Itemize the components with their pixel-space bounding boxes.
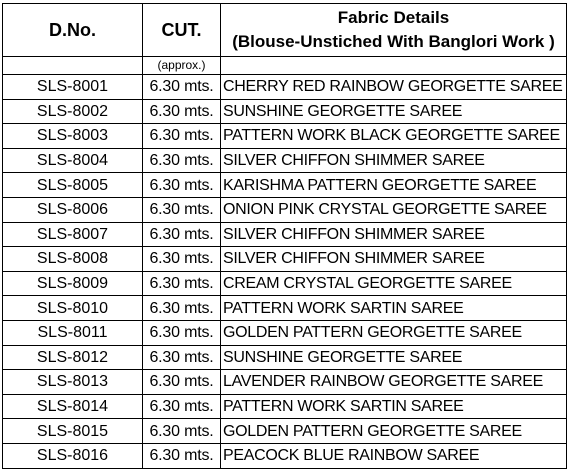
table-row <box>3 271 567 296</box>
table-row <box>3 75 567 100</box>
fabric-description: PATTERN WORK BLACK GEORGETTE SAREE <box>221 124 567 149</box>
table-row <box>3 296 567 321</box>
design-number: SLS-8015 <box>3 419 143 444</box>
design-number: SLS-8013 <box>3 370 143 395</box>
table-row <box>3 173 567 198</box>
design-number: SLS-8001 <box>3 75 143 100</box>
header-details-subtitle: (Blouse-Unstiched With Banglori Work ) <box>232 32 555 51</box>
design-number: SLS-8010 <box>3 296 143 321</box>
subheader-details-empty <box>221 57 567 75</box>
cut-length: 6.30 mts. <box>143 75 221 100</box>
fabric-description: SILVER CHIFFON SHIMMER SAREE <box>221 148 567 173</box>
design-number: SLS-8006 <box>3 197 143 222</box>
fabric-description: KARISHMA PATTERN GEORGETTE SAREE <box>221 173 567 198</box>
table-row <box>3 222 567 247</box>
cut-length: 6.30 mts. <box>143 222 221 247</box>
design-number: SLS-8005 <box>3 173 143 198</box>
header-cut: CUT. <box>143 4 221 57</box>
design-number: SLS-8016 <box>3 443 143 468</box>
cut-length: 6.30 mts. <box>143 99 221 124</box>
fabric-details-table <box>2 3 567 469</box>
cut-length: 6.30 mts. <box>143 197 221 222</box>
fabric-description: GOLDEN PATTERN GEORGETTE SAREE <box>221 320 567 345</box>
cut-length: 6.30 mts. <box>143 247 221 272</box>
cut-length: 6.30 mts. <box>143 271 221 296</box>
table-row <box>3 394 567 419</box>
cut-length: 6.30 mts. <box>143 394 221 419</box>
table-row <box>3 443 567 468</box>
table-subheader-row <box>3 57 567 75</box>
design-number: SLS-8012 <box>3 345 143 370</box>
table-row <box>3 320 567 345</box>
fabric-description: SUNSHINE GEORGETTE SAREE <box>221 345 567 370</box>
table-row <box>3 345 567 370</box>
fabric-description: SUNSHINE GEORGETTE SAREE <box>221 99 567 124</box>
design-number: SLS-8014 <box>3 394 143 419</box>
design-number: SLS-8002 <box>3 99 143 124</box>
design-number: SLS-8004 <box>3 148 143 173</box>
fabric-description: CHERRY RED RAINBOW GEORGETTE SAREE <box>221 75 567 100</box>
cut-length: 6.30 mts. <box>143 419 221 444</box>
fabric-description: PATTERN WORK SARTIN SAREE <box>221 394 567 419</box>
fabric-description: LAVENDER RAINBOW GEORGETTE SAREE <box>221 370 567 395</box>
cut-length: 6.30 mts. <box>143 124 221 149</box>
cut-length: 6.30 mts. <box>143 345 221 370</box>
cut-length: 6.30 mts. <box>143 296 221 321</box>
fabric-description: SILVER CHIFFON SHIMMER SAREE <box>221 222 567 247</box>
cut-length: 6.30 mts. <box>143 173 221 198</box>
header-details-title: Fabric Details <box>337 8 450 27</box>
cut-length: 6.30 mts. <box>143 443 221 468</box>
table-row <box>3 247 567 272</box>
table-header-row <box>3 4 567 57</box>
fabric-description: SILVER CHIFFON SHIMMER SAREE <box>221 247 567 272</box>
fabric-description: PATTERN WORK SARTIN SAREE <box>221 296 567 321</box>
header-dno: D.No. <box>3 4 143 57</box>
table-row <box>3 197 567 222</box>
cut-length: 6.30 mts. <box>143 370 221 395</box>
table-row <box>3 99 567 124</box>
design-number: SLS-8008 <box>3 247 143 272</box>
design-number: SLS-8011 <box>3 320 143 345</box>
table-body <box>3 75 567 469</box>
fabric-description: ONION PINK CRYSTAL GEORGETTE SAREE <box>221 197 567 222</box>
table-row <box>3 148 567 173</box>
table-row <box>3 124 567 149</box>
table-row <box>3 419 567 444</box>
table-row <box>3 370 567 395</box>
design-number: SLS-8003 <box>3 124 143 149</box>
cut-length: 6.30 mts. <box>143 148 221 173</box>
fabric-description: PEACOCK BLUE RAINBOW SAREE <box>221 443 567 468</box>
cut-length: 6.30 mts. <box>143 320 221 345</box>
design-number: SLS-8007 <box>3 222 143 247</box>
header-fabric-details <box>221 4 567 57</box>
design-number: SLS-8009 <box>3 271 143 296</box>
subheader-dno-empty <box>3 57 143 75</box>
fabric-description: CREAM CRYSTAL GEORGETTE SAREE <box>221 271 567 296</box>
fabric-description: GOLDEN PATTERN GEORGETTE SAREE <box>221 419 567 444</box>
subheader-cut-note: (approx.) <box>143 57 221 75</box>
